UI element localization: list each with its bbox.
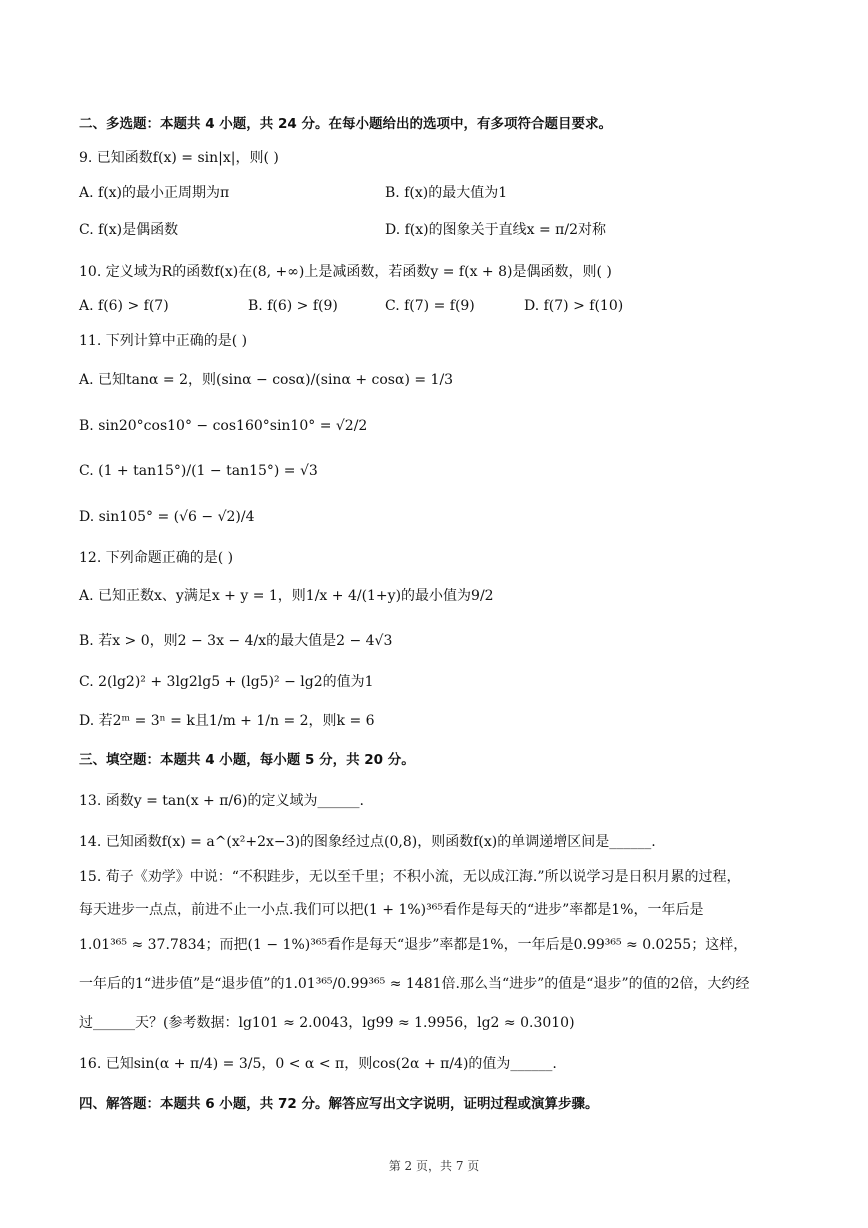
- question-11-stem: 11. 下列计算中正确的是( ): [79, 333, 248, 349]
- question-9-option-a: A. f(x)的最小正周期为π: [79, 185, 230, 201]
- question-9-stem: 9. 已知函数f(x) = sin|x|，则( ): [79, 150, 279, 166]
- question-12-option-c: C. 2(lg2)² + 3lg2lg5 + (lg5)² − lg2的值为1: [79, 674, 374, 690]
- question-11-option-b: B. sin20°cos10° − cos160°sin10° = √2/2: [79, 418, 368, 434]
- question-9-option-b: B. f(x)的最大值为1: [385, 185, 508, 201]
- question-12-stem: 12. 下列命题正确的是( ): [79, 550, 234, 566]
- question-13: 13. 函数y = tan(x + π/6)的定义域为______.: [79, 793, 364, 809]
- section-2-heading: 二、多选题：本题共 4 小题，共 24 分。在每小题给出的选项中，有多项符合题目要求。: [79, 116, 612, 132]
- question-10-option-b: B. f(6) > f(9): [248, 298, 338, 314]
- question-9-option-d: D. f(x)的图象关于直线x = π/2对称: [385, 222, 606, 238]
- question-10-option-a: A. f(6) > f(7): [79, 298, 169, 314]
- question-12-option-d: D. 若2ᵐ = 3ⁿ = k且1/m + 1/n = 2，则k = 6: [79, 713, 375, 729]
- question-10-option-d: D. f(7) > f(10): [524, 298, 624, 314]
- question-9-option-c: C. f(x)是偶函数: [79, 222, 179, 238]
- question-15-line-2: 每天进步一点点，前进不止一小点.我们可以把(1 + 1%)³⁶⁵看作是每天的“进步”率都是1%，一年后是: [79, 902, 704, 918]
- question-11-option-c: C. (1 + tan15°)/(1 − tan15°) = √3: [79, 463, 318, 479]
- question-11-option-d: D. sin105° = (√6 − √2)/4: [79, 509, 255, 525]
- question-16: 16. 已知sin(α + π/4) = 3/5，0 < α < π，则cos(2α + π/4)的值为______.: [79, 1056, 557, 1072]
- page-footer: 第 2 页，共 7 页: [388, 1159, 480, 1173]
- question-10-stem: 10. 定义域为R的函数f(x)在(8, +∞)上是减函数，若函数y = f(x + 8)是偶函数，则( ): [79, 264, 612, 280]
- section-3-heading: 三、填空题：本题共 4 小题，每小题 5 分，共 20 分。: [79, 752, 415, 768]
- question-12-option-a: A. 已知正数x、y满足x + y = 1，则1/x + 4/(1+y)的最小值为9/2: [79, 588, 494, 604]
- question-15-line-1: 15. 荀子《劝学》中说：“不积跬步，无以至千里；不积小流，无以成江海.”所以说学习是日积月累的过程，: [79, 869, 741, 885]
- section-4-heading: 四、解答题：本题共 6 小题，共 72 分。解答应写出文字说明，证明过程或演算步骤。: [79, 1096, 599, 1112]
- question-15-line-4: 一年后的1“进步值”是“退步值”的1.01³⁶⁵/0.99³⁶⁵ ≈ 1481倍.那么当“进步”的值是“退步”的值的2倍，大约经: [79, 976, 750, 992]
- question-11-option-a: A. 已知tanα = 2，则(sinα − cosα)/(sinα + cosα) = 1/3: [79, 372, 454, 388]
- question-10-option-c: C. f(7) = f(9): [385, 298, 475, 314]
- question-12-option-b: B. 若x > 0，则2 − 3x − 4/x的最大值是2 − 4√3: [79, 633, 393, 649]
- question-15-line-5: 过______天？(参考数据：lg101 ≈ 2.0043，lg99 ≈ 1.9956，lg2 ≈ 0.3010): [79, 1015, 575, 1031]
- question-15-line-3: 1.01³⁶⁵ ≈ 37.7834；而把(1 − 1%)³⁶⁵看作是每天“退步”率都是1%，一年后是0.99³⁶⁵ ≈ 0.0255；这样，: [79, 937, 748, 953]
- question-14: 14. 已知函数f(x) = a^(x²+2x−3)的图象经过点(0,8)，则函数f(x)的单调递增区间是______.: [79, 834, 656, 850]
